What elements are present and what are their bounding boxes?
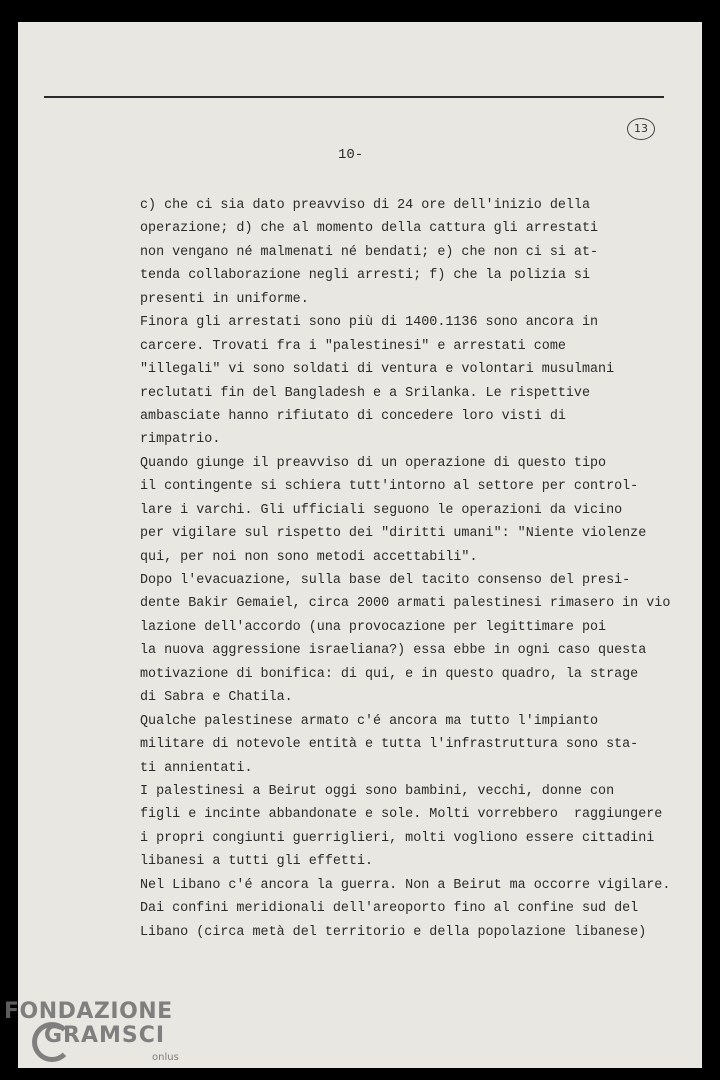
text-line: la nuova aggressione israeliana?) essa ebbe in ogni caso questa: [140, 643, 647, 659]
document-page: [18, 22, 702, 1068]
text-line: i propri congiunti guerriglieri, molti vogliono essere cittadini: [140, 830, 655, 846]
text-line: ti annientati.: [140, 760, 253, 776]
text-line: non vengano né malmenati né bendati; e) che non ci si at-: [140, 244, 599, 260]
page-number: 10-: [338, 147, 364, 163]
text-line: "illegali" vi sono soldati di ventura e volontari musulmani: [140, 362, 615, 378]
text-line: ambasciate hanno rifiutato di concedere loro visti di: [140, 408, 566, 424]
text-line: I palestinesi a Beirut oggi sono bambini, vecchi, donne con: [140, 783, 615, 799]
text-line: motivazione di bonifica: di qui, e in questo quadro, la strage: [140, 666, 639, 682]
header-rule: [44, 96, 664, 98]
text-line: Finora gli arrestati sono più di 1400.1136 sono ancora in: [140, 315, 599, 331]
text-line: dente Bakir Gemaiel, circa 2000 armati palestinesi rimasero in vio: [140, 596, 671, 612]
watermark-line1: FONDAZIONE: [4, 999, 173, 1024]
text-line: Qualche palestinese armato c'é ancora ma tutto l'impianto: [140, 713, 599, 729]
text-line: figli e incinte abbandonate e sole. Molti vorrebbero raggiungere: [140, 807, 663, 823]
text-line: per vigilare sul rispetto dei "diritti umani": "Niente violenze: [140, 526, 647, 542]
text-line: operazione; d) che al momento della cattura gli arrestati: [140, 221, 599, 237]
text-line: qui, per noi non sono metodi accettabili".: [140, 549, 478, 565]
text-line: Dai confini meridionali dell'areoporto fino al confine sud del: [140, 901, 639, 917]
watermark-line2: GRAMSCI: [44, 1023, 166, 1048]
text-line: carcere. Trovati fra i "palestinesi" e arrestati come: [140, 338, 566, 354]
text-line: tenda collaborazione negli arresti; f) che la polizia si: [140, 268, 590, 284]
text-line: Libano (circa metà del territorio e della popolazione libanese): [140, 924, 647, 940]
watermark-onlus: onlus: [152, 1052, 179, 1063]
fondazione-gramsci-watermark: [4, 999, 179, 1063]
text-line: militare di notevole entità e tutta l'infrastruttura sono sta-: [140, 737, 639, 753]
text-line: libanesi a tutti gli effetti.: [140, 854, 374, 870]
watermark-g-logo-icon: [32, 1022, 72, 1062]
text-line: c) che ci sia dato preavviso di 24 ore dell'inizio della: [140, 198, 590, 213]
text-line: Nel Libano c'é ancora la guerra. Non a Beirut ma occorre vigilare.: [140, 877, 671, 893]
archive-page-number: 13: [627, 118, 655, 140]
text-line: il contingente si schiera tutt'intorno al settore per control-: [140, 479, 639, 495]
text-line: reclutati fin del Bangladesh e a Srilanka. Le rispettive: [140, 385, 590, 401]
text-line: di Sabra e Chatila.: [140, 690, 293, 706]
text-line: lare i varchi. Gli ufficiali seguono le operazioni da vicino: [140, 502, 623, 518]
text-line: presenti in uniforme.: [140, 291, 309, 307]
text-line: rimpatrio.: [140, 432, 221, 448]
text-line: lazione dell'accordo (una provocazione per legittimare poi: [140, 619, 607, 635]
body-text: [140, 194, 700, 944]
text-line: Dopo l'evacuazione, sulla base del tacito consenso del presi-: [140, 573, 631, 588]
text-line: Quando giunge il preavviso di un operazione di questo tipo: [140, 455, 607, 471]
